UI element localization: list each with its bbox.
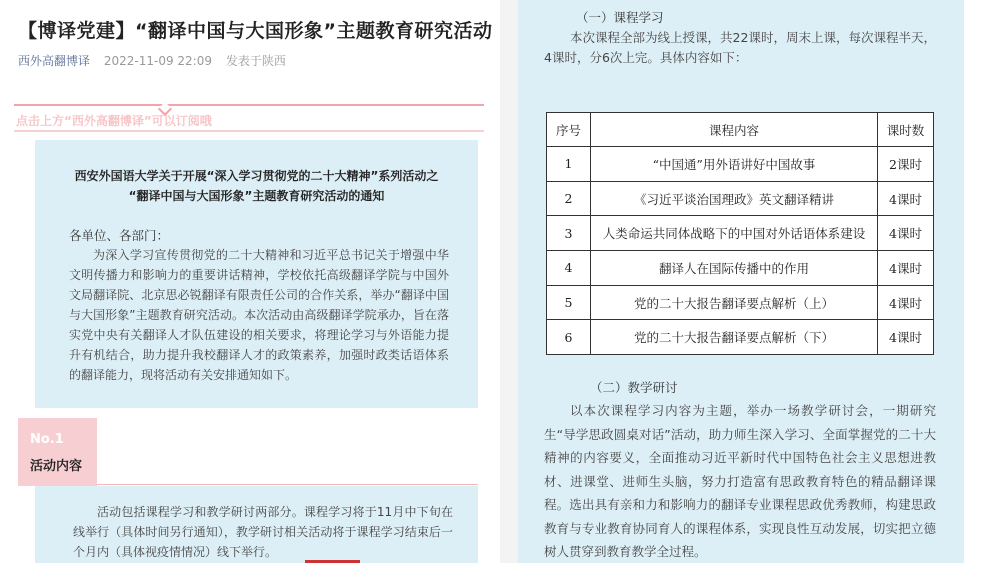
hint-divider-top [14, 104, 484, 106]
teaching-section-body: 以本次课程学习内容为主题，举办一场教学研讨会，一期研究生“导学思政圆桌对话”活动，助力师生深入学习、全面掌握党的二十大精神的内容要义，全面推动习近平新时代中国特色社会主义思想进教材、进课堂、进师生头脑，努力打造富有思政教育特色的精品翻译课程。选出具有亲和力和影响力的翻译专业课程思政优秀教师，构建思政教育与专业教育协同育人的课程体系，实现良性互动发展，切实把立德树人贯穿到教育教学全过程。 [544, 403, 936, 559]
account-name-link[interactable]: 西外高翻博译 [18, 54, 91, 68]
table-row [547, 285, 934, 320]
section-number-badge [18, 418, 97, 486]
subscribe-hint: 点击上方“西外高翻博译”可以订阅哦 [16, 114, 212, 128]
row-content: 党的二十大报告翻译要点解析（上） [591, 285, 878, 320]
row-content: 《习近平谈治国理政》英文翻译精讲 [591, 181, 878, 216]
row-hours: 4课时 [878, 251, 934, 286]
row-content: 翻译人在国际传播中的作用 [591, 251, 878, 286]
row-number: 4 [547, 251, 591, 286]
course-table [546, 112, 934, 355]
row-number: 3 [547, 216, 591, 251]
panel-divider [500, 0, 518, 563]
publish-location: 发表于陕西 [225, 54, 286, 68]
activity-box [35, 486, 478, 563]
row-number: 5 [547, 285, 591, 320]
section-number: No.1 [30, 432, 64, 447]
table-row [547, 320, 934, 355]
hint-divider-bottom [14, 130, 484, 132]
course-section-title: （一）课程学习 [576, 10, 664, 25]
row-hours: 4课时 [878, 181, 934, 216]
table-row [547, 216, 934, 251]
header-number: 序号 [547, 113, 591, 147]
table-row [547, 147, 934, 182]
right-article-panel [518, 0, 964, 563]
row-content: “中国通”用外语讲好中国故事 [591, 147, 878, 182]
article-title: 【博译党建】“翻译中国与大国形象”主题教育研究活动 [18, 20, 493, 42]
left-article-panel [0, 0, 493, 563]
row-number: 1 [547, 147, 591, 182]
table-header-row [547, 113, 934, 147]
notice-title-line2: “翻译中国与大国形象”主题教育研究活动的通知 [128, 189, 385, 203]
article-meta [18, 52, 286, 69]
section-label: 活动内容 [30, 459, 83, 474]
row-content: 党的二十大报告翻译要点解析（下） [591, 320, 878, 355]
row-hours: 4课时 [878, 216, 934, 251]
notice-box [35, 140, 478, 408]
row-content: 人类命运共同体战略下的中国对外话语体系建设 [591, 216, 878, 251]
section-divider [97, 484, 478, 485]
row-hours: 4课时 [878, 285, 934, 320]
notice-body: 为深入学习宣传贯彻党的二十大精神和习近平总书记关于增强中华文明传播力和影响力的重要讲话精神，学校依托高级翻译学院与中国外文局翻译院、北京思必锐翻译有限责任公司的合作关系，举办“翻译中国与大国形象”主题教育研究活动。本次活动由高级翻译学院承办，旨在落实党中央有关翻译人才队伍建设的相关要求，将理论学习与外语能力提升有机结合，助力提升我校翻译人才的政策素养，加强时政类话语体系的翻译能力，现将活动有关安排通知如下。 [69, 248, 449, 382]
row-hours: 2课时 [878, 147, 934, 182]
notice-title-line1: 西安外国语大学关于开展“深入学习贯彻党的二十大精神”系列活动之 [74, 169, 439, 183]
publish-datetime: 2022-11-09 22:09 [103, 54, 212, 68]
notice-greeting: 各单位、各部门： [69, 228, 170, 243]
table-row [547, 181, 934, 216]
row-number: 6 [547, 320, 591, 355]
header-hours: 课时数 [878, 113, 934, 147]
right-margin [964, 0, 1000, 563]
activity-body: 活动包括课程学习和教学研讨两部分。课程学习将于11月中下旬在线举行（具体时间另行通知），教学研讨相关活动将于课程学习结束后一个月内（具体视疫情情况）线下举行。 [73, 505, 453, 559]
course-section-body: 本次课程全部为线上授课，共22课时，周末上课，每次课程半天，4课时，分6次上完。具体内容如下： [544, 30, 936, 65]
row-hours: 4课时 [878, 320, 934, 355]
teaching-section-title: （二）教学研讨 [590, 380, 678, 395]
header-content: 课程内容 [591, 113, 878, 147]
row-number: 2 [547, 181, 591, 216]
table-row [547, 251, 934, 286]
